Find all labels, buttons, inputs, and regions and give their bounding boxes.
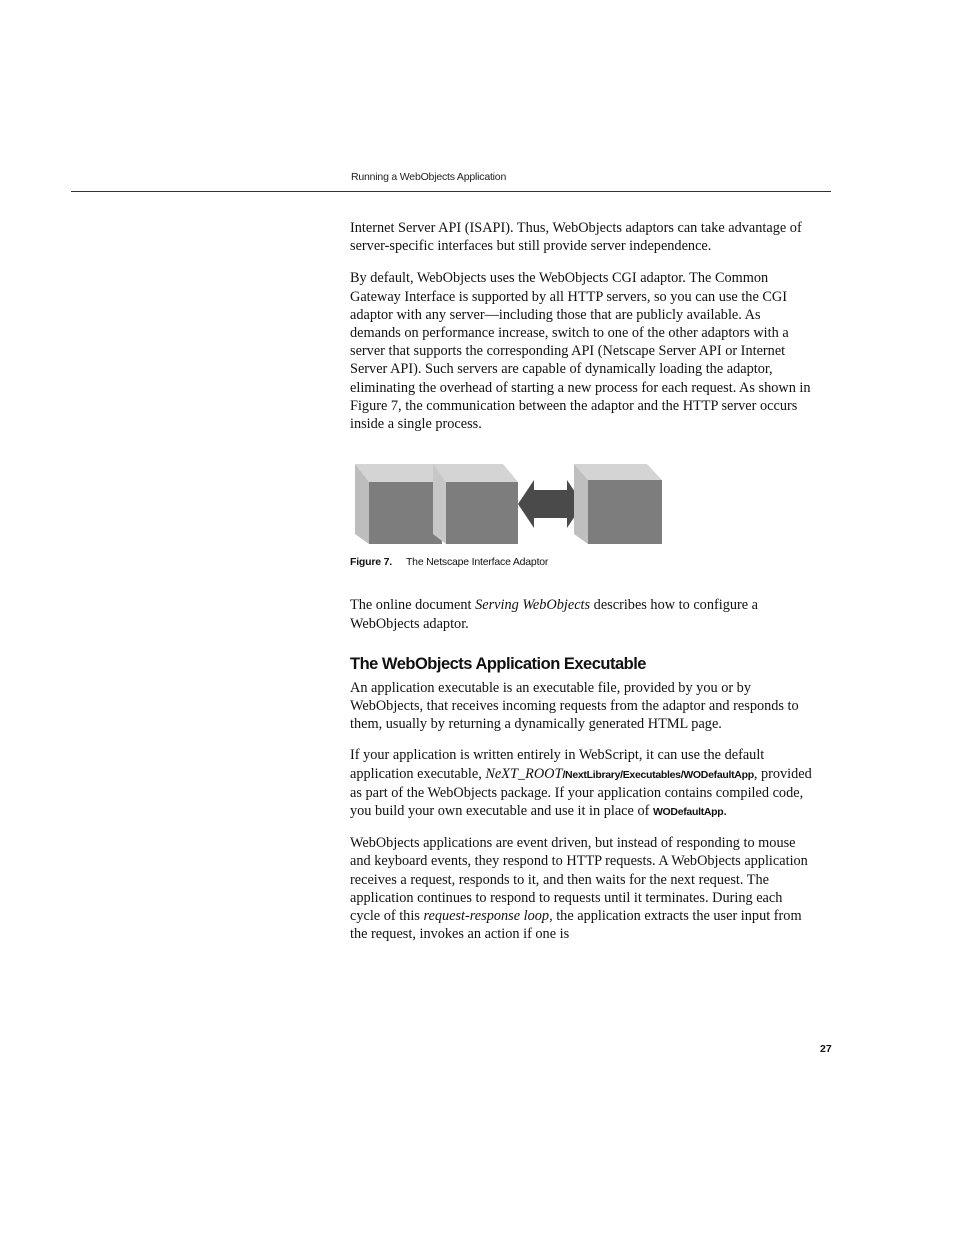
- paragraph-isapi: Internet Server API (ISAPI). Thus, WebObjects adaptors can take advantage of server-specific interfaces but still provide server independence.: [350, 220, 802, 255]
- wodefaultapp-code: WODefaultApp: [652, 806, 724, 819]
- figure-netscape-adaptor: [350, 458, 812, 550]
- box-2-front: [446, 482, 518, 544]
- page-body: [350, 219, 812, 943]
- p3-post: describes how to configure a WebObjects adaptor.: [350, 597, 759, 632]
- p6-b: , the application extracts the user input from the request, invokes an action if one is: [350, 908, 802, 943]
- header-rule: [71, 191, 831, 192]
- doc-title: Serving WebObjects: [475, 597, 591, 614]
- adaptor-diagram: [350, 458, 670, 550]
- box-3-top: [574, 464, 662, 480]
- running-header: Running a WebObjects Application: [351, 171, 507, 183]
- box-1-top: [355, 464, 442, 482]
- double-arrow-icon: [518, 480, 583, 528]
- paragraph-serving-webobjects: [350, 596, 812, 632]
- p6-a: WebObjects applications are event driven, but instead of responding to mouse and keyboard events, they respond to HTTP requests. A WebObjects application receives a request, responds to it, and then waits for the next request. The application continues to respond to requests until it terminates. During each cycle of this: [350, 835, 808, 925]
- next-root: NeXT_ROOT: [485, 765, 563, 782]
- path-code: /NextLibrary/Executables/WODefaultApp: [562, 768, 754, 781]
- section-heading: The WebObjects Application Executable: [350, 654, 646, 673]
- paragraph-cgi-adaptor: By default, WebObjects uses the WebObjects CGI adaptor. The Common Gateway Interface is supported by all HTTP servers, so you can use the CGI adaptor with any server—including those that are publicly available. As demands on performance increase, switch to one of the other adaptors with a server that supports the corresponding API (Netscape Server API or Internet Server API). Such servers are capable of dynamically loading the adaptor, eliminating the overhead of starting a new process for each request. As shown in Figure 7, the communication between the adaptor and the HTTP server occurs inside a single process.: [350, 270, 811, 433]
- box-1-front: [369, 482, 442, 544]
- page-number: 27: [820, 1043, 832, 1055]
- box-3-front: [588, 480, 662, 544]
- p5-a: If your application is written entirely in WebScript, it can use the default application executable,: [350, 747, 765, 782]
- box-2-top: [433, 464, 518, 482]
- paragraph-event-driven: [350, 834, 812, 943]
- paragraph-webscript: [350, 746, 812, 821]
- paragraph-executable: An application executable is an executable file, provided by you or by WebObjects, that receives incoming requests from the adaptor and responds to them, usually by returning a dynamically generated HTML page.: [350, 679, 799, 733]
- p5-c: .: [723, 803, 727, 820]
- p5-b: , provided as part of the WebObjects package. If your application contains compiled code, you build your own executable and use it in place of: [350, 765, 812, 820]
- p3-pre: The online document: [350, 597, 476, 614]
- request-response-loop: request-response loop: [423, 908, 550, 925]
- figure-caption: [350, 553, 812, 571]
- figure-label: Figure 7.: [350, 556, 392, 569]
- figure-caption-text: The Netscape Interface Adaptor: [405, 556, 549, 569]
